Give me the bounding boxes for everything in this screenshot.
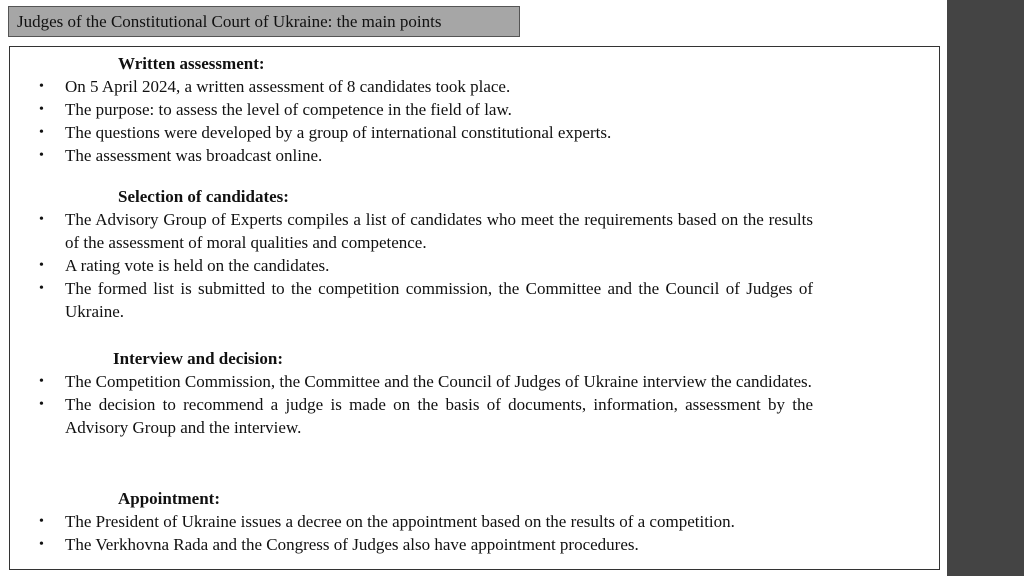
list-item: • The President of Ukraine issues a decree on the appointment based on the results of a competition. bbox=[39, 512, 735, 531]
bullet-icon: • bbox=[39, 281, 44, 296]
list-item: • The decision to recommend a judge is made on the basis of documents, information, assessment by the Advisory Group and the interview. bbox=[39, 395, 813, 437]
bullet-icon: • bbox=[39, 397, 44, 412]
list-item: • On 5 April 2024, a written assessment of 8 candidates took place. bbox=[39, 77, 511, 96]
bullet-icon: • bbox=[39, 102, 44, 117]
bullet-list bbox=[10, 75, 939, 167]
side-panel bbox=[947, 0, 1024, 576]
bullet-icon: • bbox=[39, 514, 44, 529]
section-heading: Selection of candidates: bbox=[118, 187, 289, 206]
list-item: • The questions were developed by a group of international constitutional experts. bbox=[39, 123, 612, 142]
section-appointment bbox=[10, 487, 939, 556]
section-selection-of-candidates bbox=[10, 185, 939, 323]
bullet-icon: • bbox=[39, 258, 44, 273]
bullet-icon: • bbox=[39, 537, 44, 552]
list-item: • The purpose: to assess the level of competence in the field of law. bbox=[39, 100, 512, 119]
bullet-list bbox=[10, 208, 939, 323]
content-panel bbox=[9, 46, 940, 570]
list-item: • The formed list is submitted to the competition commission, the Committee and the Council of Judges of Ukraine. bbox=[39, 279, 813, 321]
bullet-icon: • bbox=[39, 125, 44, 140]
list-item: • The Competition Commission, the Committee and the Council of Judges of Ukraine interview the candidates. bbox=[39, 372, 812, 391]
bullet-icon: • bbox=[39, 148, 44, 163]
list-item: • The Advisory Group of Experts compiles a list of candidates who meet the requirements based on the results of the assessment of moral qualities and competence. bbox=[39, 210, 813, 252]
section-heading: Interview and decision: bbox=[113, 349, 283, 368]
bullet-icon: • bbox=[39, 374, 44, 389]
list-item: • A rating vote is held on the candidates. bbox=[39, 256, 330, 275]
list-item: • The Verkhovna Rada and the Congress of Judges also have appointment procedures. bbox=[39, 535, 639, 554]
bullet-list bbox=[10, 510, 939, 556]
slide-title: Judges of the Constitutional Court of Ukraine: the main points bbox=[8, 6, 520, 37]
section-written-assessment bbox=[10, 52, 939, 167]
list-item: • The assessment was broadcast online. bbox=[39, 146, 323, 165]
bullet-list bbox=[10, 370, 939, 439]
bullet-icon: • bbox=[39, 212, 44, 227]
bullet-icon: • bbox=[39, 79, 44, 94]
section-heading: Written assessment: bbox=[118, 54, 265, 73]
section-heading: Appointment: bbox=[118, 489, 221, 508]
section-interview-and-decision bbox=[10, 347, 939, 439]
